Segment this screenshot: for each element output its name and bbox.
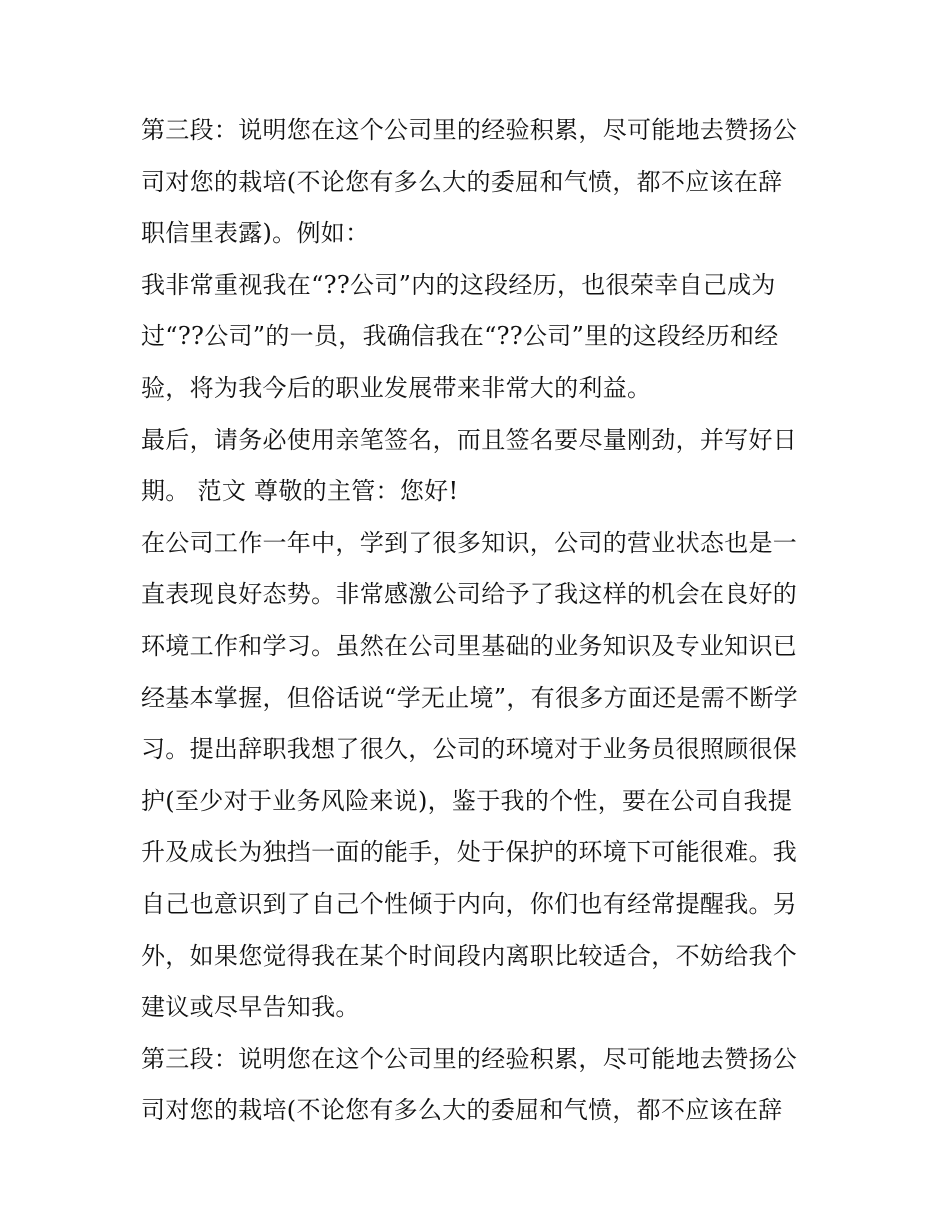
text-line: 在公司工作一年中，学到了很多知识，公司的营业状态也是一: [141, 528, 798, 557]
text-line: 经基本掌握，但俗话说“学无止境”，有很多方面还是需不断学: [141, 683, 798, 712]
text-line: 我非常重视我在“??公司”内的这段经历，也很荣幸自己成为: [141, 270, 776, 299]
document-body: [141, 105, 821, 1137]
text-line: 第三段：说明您在这个公司里的经验积累，尽可能地去赞扬公: [141, 1044, 798, 1073]
text-line: 司对您的栽培(不论您有多么大的委屈和气愤，都不应该在辞: [141, 1096, 783, 1125]
text-line: 职信里表露)。例如：: [141, 219, 370, 248]
text-line: 期。 范文 尊敬的主管：您好!: [141, 477, 459, 506]
text-line: 环境工作和学习。虽然在公司里基础的业务知识及专业知识已: [141, 631, 798, 660]
text-line: 直表现良好态势。非常感激公司给予了我这样的机会在良好的: [141, 580, 798, 609]
text-line: 验，将为我今后的职业发展带来非常大的利益。: [141, 373, 652, 402]
text-line: 自己也意识到了自己个性倾于内向，你们也有经常提醒我。另: [141, 889, 798, 918]
text-line: 过“??公司”的一员，我确信我在“??公司”里的这段经历和经: [141, 322, 779, 351]
text-line: 升及成长为独挡一面的能手，处于保护的环境下可能很难。我: [141, 838, 798, 867]
text-line: 外，如果您觉得我在某个时间段内离职比较适合，不妨给我个: [141, 941, 798, 970]
text-line: 护(至少对于业务风险来说)，鉴于我的个性，要在公司自我提: [141, 786, 793, 815]
text-line: 习。提出辞职我想了很久，公司的环境对于业务员很照顾很保: [141, 735, 798, 764]
text-line: 司对您的栽培(不论您有多么大的委屈和气愤，都不应该在辞: [141, 167, 783, 196]
text-line: 最后，请务必使用亲笔签名，而且签名要尽量刚劲，并写好日: [141, 425, 798, 454]
text-line: 第三段：说明您在这个公司里的经验积累，尽可能地去赞扬公: [141, 116, 798, 144]
text-line: 建议或尽早告知我。: [141, 993, 360, 1022]
